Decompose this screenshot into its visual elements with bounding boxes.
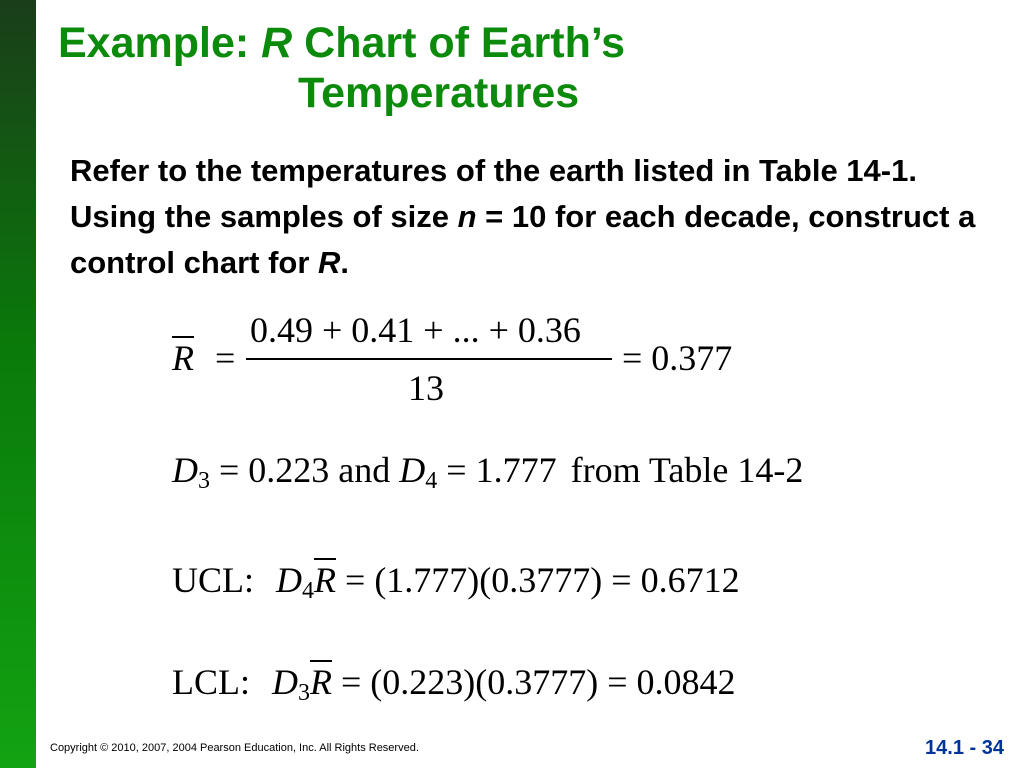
ucl-rbar-symbol: R <box>314 560 337 600</box>
ucl-formula <box>172 560 740 604</box>
lcl-rbar-symbol: R <box>310 662 332 702</box>
rbar-numerator: 0.49 + 0.41 + ... + 0.36 <box>250 310 581 350</box>
d4-subscript: 4 <box>425 468 438 494</box>
paragraph-text-1: Refer to the temperatures of the earth listed in Table 14-1. Using the samples of size <box>70 153 917 234</box>
title-suffix: Chart of Earth’s <box>292 19 626 67</box>
paragraph-n: n <box>457 199 477 234</box>
problem-paragraph <box>70 148 990 286</box>
fraction-bar <box>246 358 612 360</box>
d4-symbol: D <box>399 450 426 490</box>
left-accent-bar <box>0 0 36 768</box>
paragraph-R: R <box>318 245 341 280</box>
d3-value: = 0.223 and <box>210 450 400 490</box>
d3-subscript: 3 <box>198 468 210 494</box>
lcl-d-subscript: 3 <box>298 680 310 706</box>
d-constants-line <box>172 450 804 494</box>
rbar-equals: = <box>215 338 236 378</box>
ucl-d-symbol: D <box>276 560 303 600</box>
rbar-symbol: R <box>172 338 194 378</box>
d3-symbol: D <box>172 450 198 490</box>
lcl-label: LCL: <box>172 662 250 702</box>
rbar-formula-lhs <box>172 340 235 376</box>
lcl-formula <box>172 662 736 706</box>
d4-value: = 1.777 <box>437 450 557 490</box>
title-variable: R <box>261 19 293 67</box>
lcl-expression: = (0.223)(0.3777) = 0.0842 <box>332 662 736 702</box>
slide-title <box>58 18 778 118</box>
paragraph-end: . <box>340 245 350 280</box>
rbar-result: = 0.377 <box>622 338 733 378</box>
lcl-d-symbol: D <box>272 662 298 702</box>
title-prefix: Example: <box>58 19 262 67</box>
paragraph-text-2: = 10 for each decade, construct a control chart for <box>70 199 976 280</box>
slide-number: 14.1 - 34 <box>925 737 1004 759</box>
ucl-d-subscript: 4 <box>302 578 315 604</box>
rbar-denominator: 13 <box>408 368 444 408</box>
ucl-expression: = (1.777)(0.3777) = 0.6712 <box>336 560 740 600</box>
title-line-2: Temperatures <box>298 69 580 117</box>
copyright-notice: Copyright © 2010, 2007, 2004 Pearson Education, Inc. All Rights Reserved. <box>50 742 419 754</box>
table-source: from Table 14-2 <box>570 450 804 490</box>
ucl-label: UCL: <box>172 560 255 600</box>
